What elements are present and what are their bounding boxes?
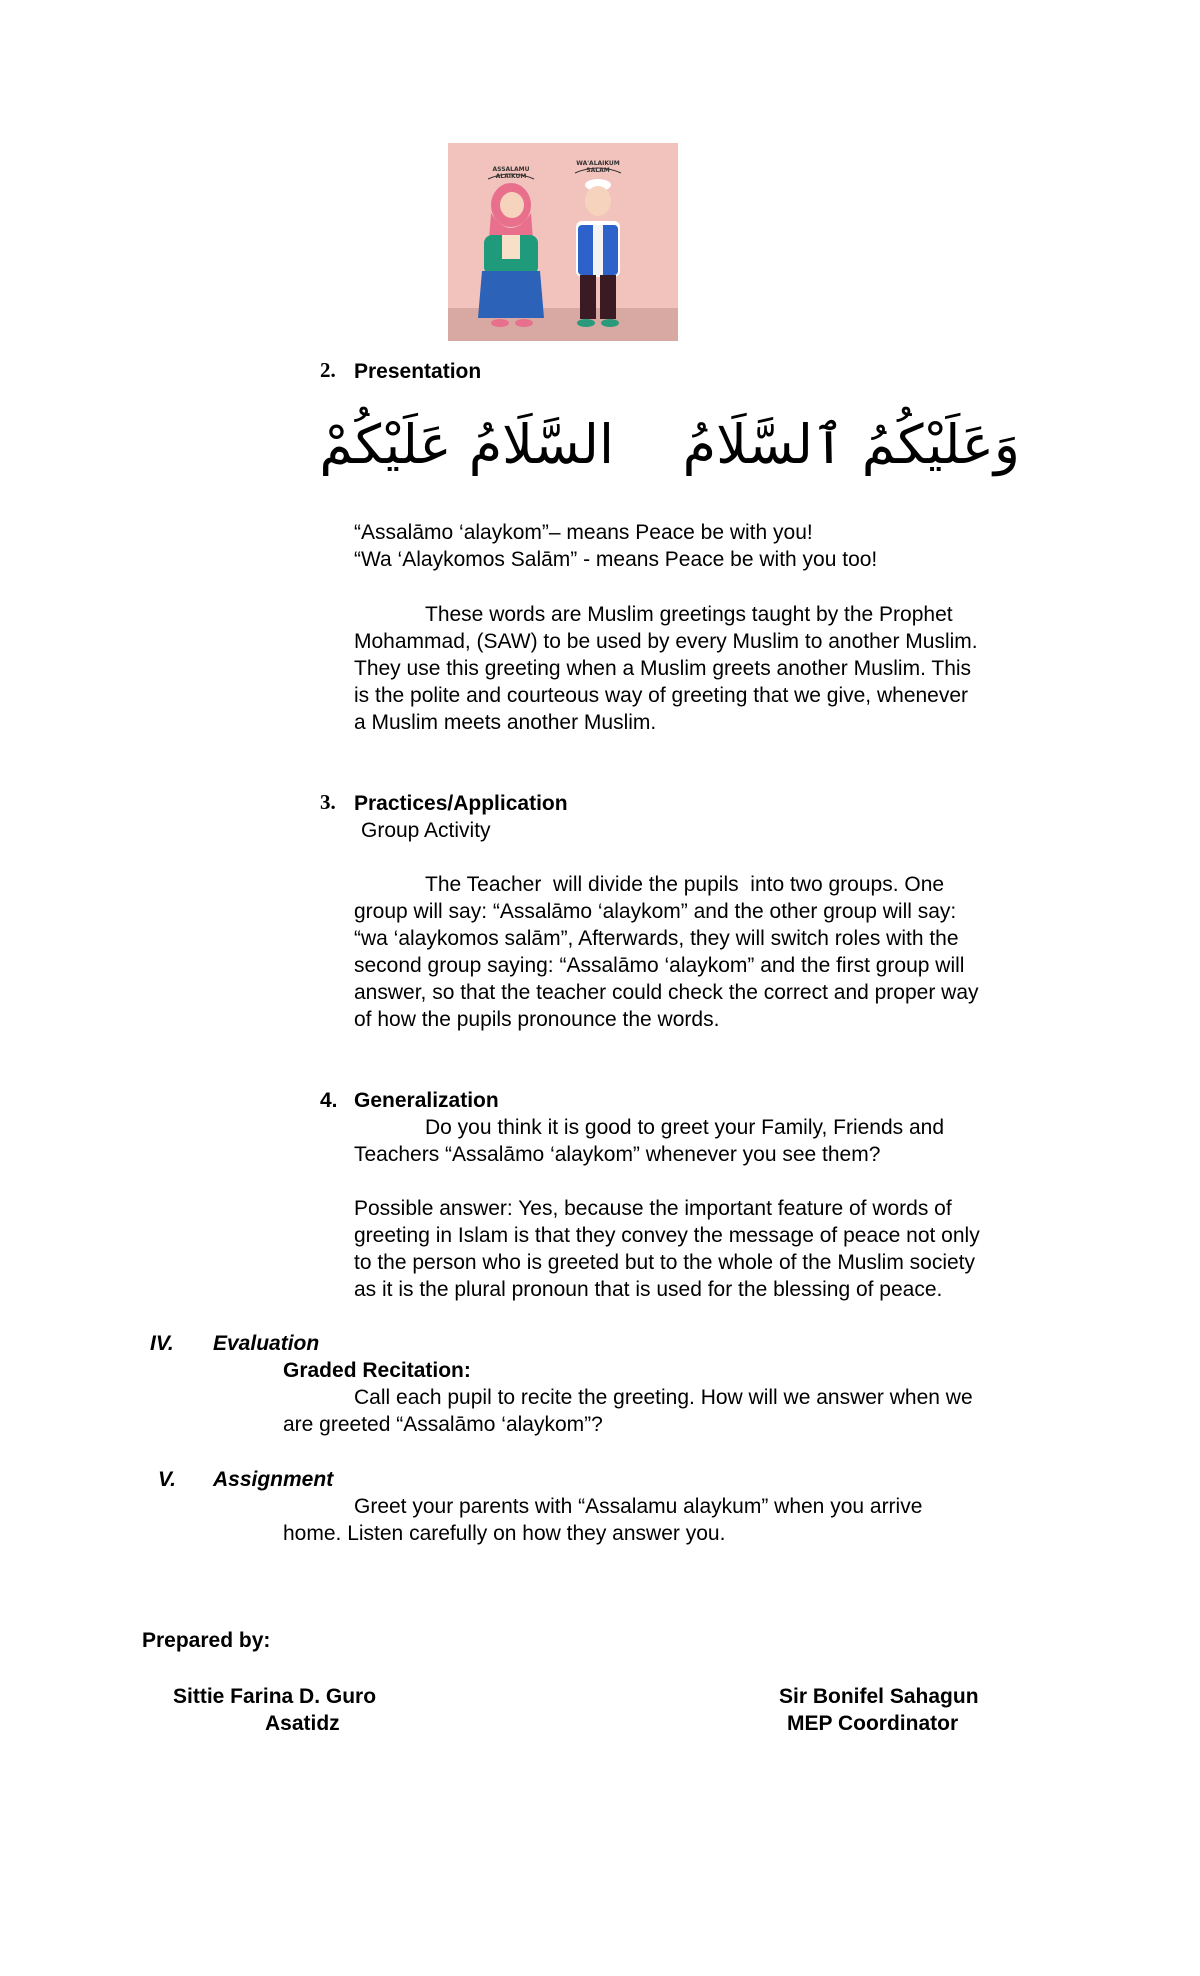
arabic-reply: وَعَلَيْكُمُ ٱلسَّلَامُ bbox=[682, 413, 1020, 476]
greeting-illustration bbox=[448, 143, 678, 341]
presentation-para-line: a Muslim meets another Muslim. bbox=[354, 711, 657, 734]
generalization-answer-line: greeting in Islam is that they convey the message of peace not only bbox=[354, 1224, 980, 1247]
evaluation-line: Call each pupil to recite the greeting. How will we answer when we bbox=[354, 1386, 973, 1409]
children-greeting-image bbox=[448, 143, 678, 341]
assignment-line: home. Listen carefully on how they answer you. bbox=[283, 1522, 726, 1545]
right-signatory-name: Sir Bonifel Sahagun bbox=[779, 1685, 979, 1708]
presentation-para-line: Mohammad, (SAW) to be used by every Muslim to another Muslim. bbox=[354, 630, 978, 653]
right-signatory-title: MEP Coordinator bbox=[787, 1712, 959, 1735]
meaning-line-2: “Wa ‘Alaykomos Salām” - means Peace be with you too! bbox=[354, 548, 878, 571]
boy-bubble-text: WA'ALAIKUM SALAM bbox=[576, 160, 620, 174]
meaning-line-1: “Assalāmo ‘alaykom”– means Peace be with you! bbox=[354, 521, 813, 544]
practices-para-line: of how the pupils pronounce the words. bbox=[354, 1008, 720, 1031]
evaluation-subheading: Graded Recitation: bbox=[283, 1359, 471, 1382]
practices-number: 3. bbox=[320, 790, 336, 814]
presentation-heading: Presentation bbox=[354, 360, 482, 383]
generalization-number: 4. bbox=[320, 1089, 338, 1112]
generalization-answer-line: Possible answer: Yes, because the important feature of words of bbox=[354, 1197, 952, 1220]
practices-para-line: group will say: “Assalāmo ‘alaykom” and the other group will say: bbox=[354, 900, 957, 923]
left-signatory-name: Sittie Farina D. Guro bbox=[173, 1685, 377, 1708]
assignment-numeral: V. bbox=[158, 1468, 176, 1491]
assignment-heading: Assignment bbox=[213, 1468, 334, 1491]
generalization-question-line: Do you think it is good to greet your Family, Friends and bbox=[425, 1116, 945, 1139]
presentation-para-line: They use this greeting when a Muslim greets another Muslim. This bbox=[354, 657, 972, 680]
presentation-number: 2. bbox=[320, 358, 336, 382]
evaluation-heading: Evaluation bbox=[213, 1332, 320, 1355]
practices-para-line: The Teacher will divide the pupils into two groups. One bbox=[425, 873, 945, 896]
generalization-answer-line: as it is the plural pronoun that is used for the blessing of peace. bbox=[354, 1278, 943, 1301]
left-signatory-title: Asatidz bbox=[265, 1712, 340, 1735]
evaluation-numeral: IV. bbox=[150, 1332, 174, 1355]
generalization-answer-line: to the person who is greeted but to the whole of the Muslim society bbox=[354, 1251, 976, 1274]
practices-subheading: Group Activity bbox=[361, 819, 491, 842]
generalization-question-line: Teachers “Assalāmo ‘alaykom” whenever you see them? bbox=[354, 1143, 881, 1166]
assignment-line: Greet your parents with “Assalamu alaykum” when you arrive bbox=[354, 1495, 923, 1518]
presentation-para-line: is the polite and courteous way of greeting that we give, whenever bbox=[354, 684, 969, 707]
practices-para-line: second group saying: “Assalāmo ‘alaykom” and the first group will bbox=[354, 954, 965, 977]
evaluation-line: are greeted “Assalāmo ‘alaykom”? bbox=[283, 1413, 603, 1436]
generalization-heading: Generalization bbox=[354, 1089, 499, 1112]
prepared-by-label: Prepared by: bbox=[142, 1629, 271, 1652]
presentation-para-line: These words are Muslim greetings taught by the Prophet bbox=[425, 603, 953, 626]
practices-para-line: “wa ‘alaykomos salām”, Afterwards, they will switch roles with the bbox=[354, 927, 959, 950]
girl-bubble-text: ASSALAMU ALAIKUM bbox=[492, 166, 530, 180]
arabic-greeting: السَّلَامُ عَلَيْكُمْ bbox=[319, 413, 614, 476]
practices-para-line: answer, so that the teacher could check the correct and proper way bbox=[354, 981, 979, 1004]
practices-heading: Practices/Application bbox=[354, 792, 568, 815]
